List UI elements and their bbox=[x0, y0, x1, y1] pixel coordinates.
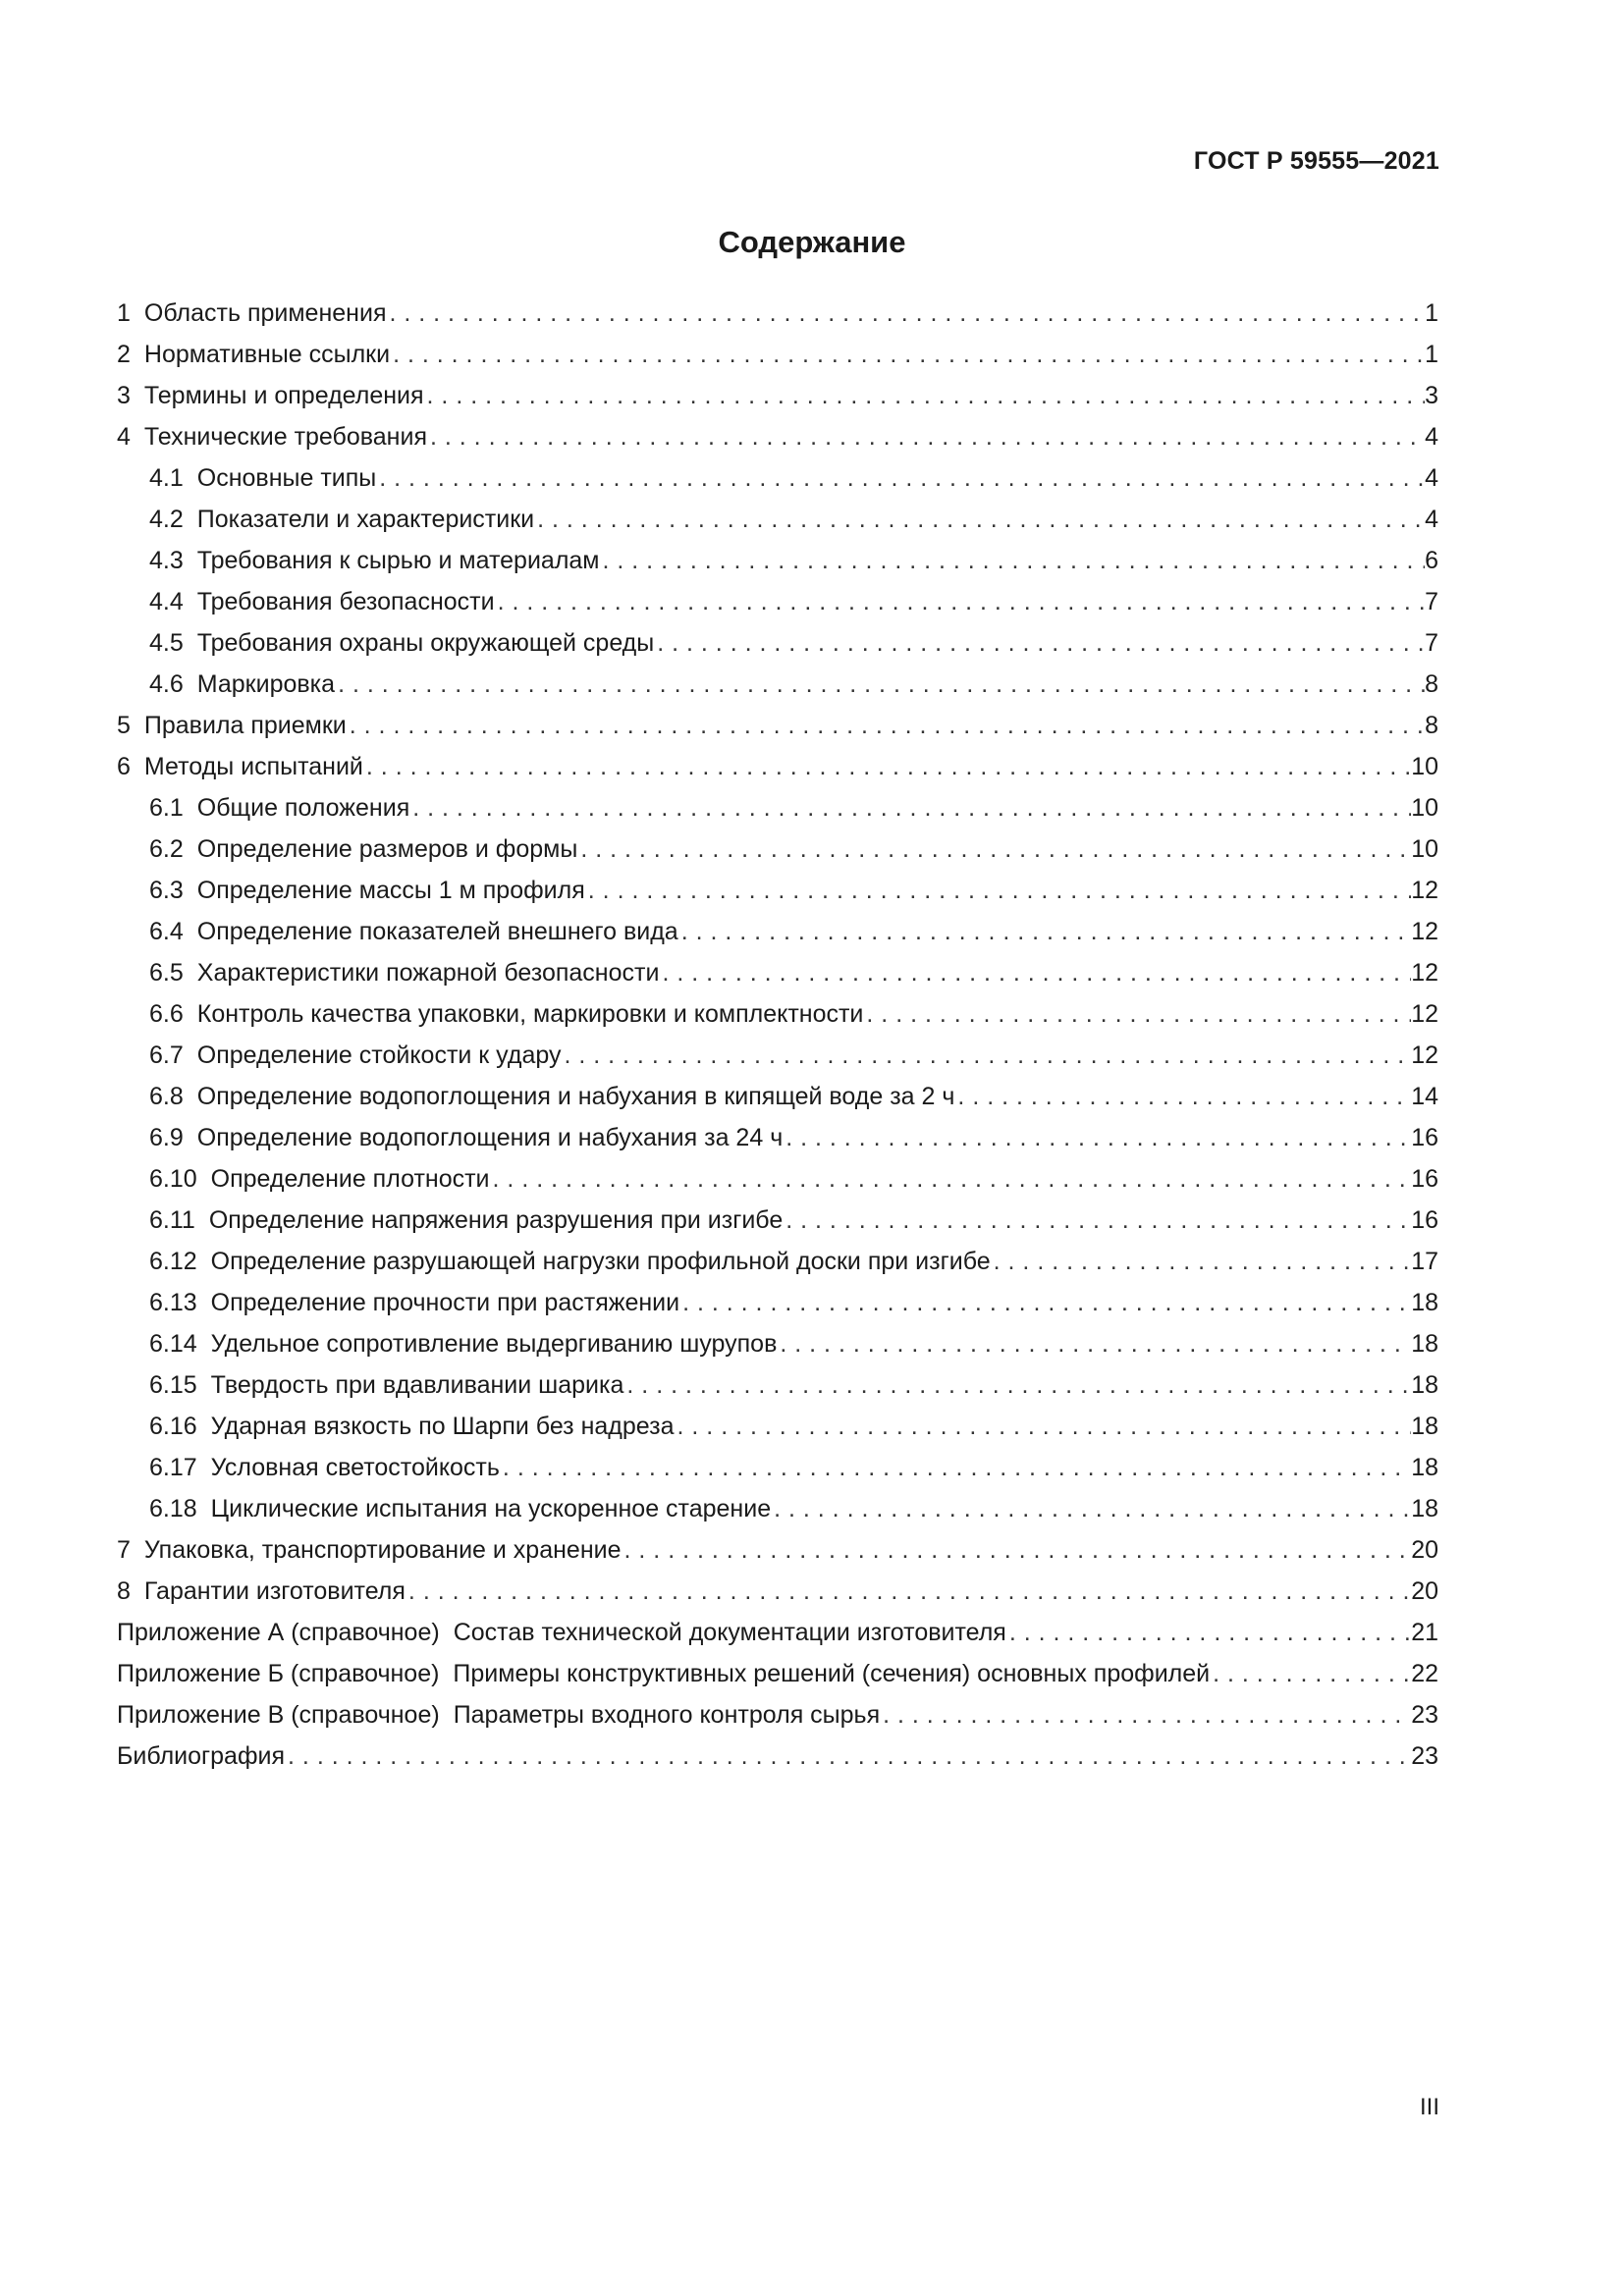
toc-entry-page: 18 bbox=[1411, 1454, 1438, 1481]
toc-entry-title: Правила приемки bbox=[143, 712, 347, 739]
toc-dot-leader bbox=[880, 1694, 1411, 1735]
toc-dot-leader bbox=[771, 1488, 1411, 1529]
toc-entry[interactable] bbox=[117, 622, 1438, 664]
toc-entry-number: 6.1 bbox=[149, 794, 184, 822]
toc-entry[interactable] bbox=[117, 581, 1438, 622]
toc-entry-page: 7 bbox=[1425, 588, 1438, 615]
toc-entry-number: 6.18 bbox=[149, 1495, 197, 1522]
toc-entry-page: 20 bbox=[1411, 1536, 1438, 1564]
toc-dot-leader bbox=[1210, 1653, 1411, 1694]
toc-entry-number: 7 bbox=[117, 1536, 131, 1564]
toc-entry[interactable] bbox=[117, 746, 1438, 787]
toc-entry-page: 3 bbox=[1425, 382, 1438, 409]
toc-entry-number: 6.3 bbox=[149, 877, 184, 904]
toc-dot-leader bbox=[376, 457, 1425, 499]
toc-dot-leader bbox=[678, 911, 1411, 952]
toc-dot-leader bbox=[954, 1076, 1411, 1117]
toc-entry-number: 4.5 bbox=[149, 629, 184, 657]
toc-entry[interactable] bbox=[117, 993, 1438, 1035]
toc-entry-number: Приложение Б (справочное) bbox=[117, 1660, 440, 1687]
toc-dot-leader bbox=[424, 375, 1426, 416]
toc-entry[interactable] bbox=[117, 787, 1438, 828]
toc-entry-title: Область применения bbox=[143, 299, 387, 327]
toc-dot-leader bbox=[427, 416, 1425, 457]
toc-entry[interactable] bbox=[117, 1282, 1438, 1323]
toc-entry-title: Состав технической документации изготовителя bbox=[453, 1619, 1006, 1646]
toc-entry-number: 6.15 bbox=[149, 1371, 197, 1399]
toc-entry-number: 4.2 bbox=[149, 506, 184, 533]
toc-entry-page: 16 bbox=[1411, 1165, 1438, 1193]
toc-entry-number: 6 bbox=[117, 753, 131, 780]
toc-entry-number: 4.3 bbox=[149, 547, 184, 574]
toc-entry-page: 10 bbox=[1411, 753, 1438, 780]
toc-entry[interactable] bbox=[117, 1364, 1438, 1406]
toc-entry-number: 6.10 bbox=[149, 1165, 197, 1193]
toc-dot-leader bbox=[622, 1529, 1412, 1571]
toc-entry[interactable] bbox=[117, 540, 1438, 581]
toc-entry-page: 12 bbox=[1411, 959, 1438, 987]
toc-entry-page: 18 bbox=[1411, 1495, 1438, 1522]
toc-entry-page: 18 bbox=[1411, 1371, 1438, 1399]
toc-dot-leader bbox=[777, 1323, 1411, 1364]
toc-entry[interactable] bbox=[117, 828, 1438, 870]
toc-entry-number: 2 bbox=[117, 341, 131, 368]
toc-entry-page: 8 bbox=[1425, 670, 1438, 698]
toc-entry[interactable] bbox=[117, 1035, 1438, 1076]
toc-entry-title: Методы испытаний bbox=[143, 753, 363, 780]
toc-entry-title: Определение массы 1 м профиля bbox=[196, 877, 585, 904]
toc-entry-page: 17 bbox=[1411, 1248, 1438, 1275]
toc-entry[interactable] bbox=[117, 499, 1438, 540]
toc-entry-title: Ударная вязкость по Шарпи без надреза bbox=[210, 1413, 675, 1440]
toc-entry[interactable] bbox=[117, 1241, 1438, 1282]
toc-dot-leader bbox=[783, 1117, 1411, 1158]
toc-entry-page: 18 bbox=[1411, 1289, 1438, 1316]
toc-entry-title: Гарантии изготовителя bbox=[143, 1577, 406, 1605]
toc-entry-page: 10 bbox=[1411, 835, 1438, 863]
toc-title: Содержание bbox=[718, 225, 906, 259]
toc-dot-leader bbox=[654, 622, 1425, 664]
toc-entry-number: 6.2 bbox=[149, 835, 184, 863]
toc-entry[interactable] bbox=[117, 1447, 1438, 1488]
toc-dot-leader bbox=[409, 787, 1411, 828]
document-id: ГОСТ Р 59555—2021 bbox=[1193, 147, 1439, 175]
toc-entry-title: Определение водопоглощения и набухания в кипящей воде за 2 ч bbox=[196, 1083, 955, 1110]
toc-entry[interactable] bbox=[117, 1076, 1438, 1117]
page-number: III bbox=[1419, 2094, 1439, 2120]
toc-entry-title: Требования охраны окружающей среды bbox=[196, 629, 655, 657]
toc-entry-number: 6.16 bbox=[149, 1413, 197, 1440]
toc-entry-page: 10 bbox=[1411, 794, 1438, 822]
toc-entry-page: 18 bbox=[1411, 1330, 1438, 1358]
toc-dot-leader bbox=[285, 1735, 1411, 1777]
toc-entry-title: Условная светостойкость bbox=[210, 1454, 500, 1481]
toc-entry-title: Циклические испытания на ускоренное старение bbox=[210, 1495, 772, 1522]
toc-entry-page: 8 bbox=[1425, 712, 1438, 739]
toc-entry-title: Характеристики пожарной безопасности bbox=[196, 959, 660, 987]
toc-entry[interactable] bbox=[117, 457, 1438, 499]
toc-entry-number: 5 bbox=[117, 712, 131, 739]
toc-entry-title: Определение разрушающей нагрузки профильной доски при изгибе bbox=[210, 1248, 991, 1275]
toc-dot-leader bbox=[679, 1282, 1411, 1323]
toc-dot-leader bbox=[490, 1158, 1412, 1200]
toc-entry-title: Параметры входного контроля сырья bbox=[453, 1701, 881, 1729]
toc-entry-page: 21 bbox=[1411, 1619, 1438, 1646]
toc-entry-number: Приложение А (справочное) bbox=[117, 1619, 440, 1646]
toc-entry-title: Твердость при вдавливании шарика bbox=[210, 1371, 624, 1399]
toc-entry-number: 6.5 bbox=[149, 959, 184, 987]
toc-entry-title: Определение прочности при растяжении bbox=[210, 1289, 680, 1316]
toc-entry[interactable] bbox=[117, 1200, 1438, 1241]
toc-dot-leader bbox=[1006, 1612, 1411, 1653]
toc-entry-title: Термины и определения bbox=[143, 382, 424, 409]
toc-dot-leader bbox=[600, 540, 1426, 581]
toc-entry[interactable] bbox=[117, 1612, 1438, 1653]
toc-dot-leader bbox=[406, 1571, 1411, 1612]
toc-entry-page: 12 bbox=[1411, 1041, 1438, 1069]
toc-entry-page: 16 bbox=[1411, 1124, 1438, 1151]
toc-entry-number: 6.7 bbox=[149, 1041, 184, 1069]
toc-dot-leader bbox=[390, 334, 1425, 375]
toc-entry-number: 6.6 bbox=[149, 1000, 184, 1028]
toc-entry-number: 6.4 bbox=[149, 918, 184, 945]
toc-dot-leader bbox=[561, 1035, 1411, 1076]
toc-entry-number: 6.13 bbox=[149, 1289, 197, 1316]
toc-entry-title: Определение размеров и формы bbox=[196, 835, 578, 863]
toc-entry[interactable] bbox=[117, 952, 1438, 993]
toc-dot-leader bbox=[534, 499, 1425, 540]
toc-entry-title: Общие положения bbox=[196, 794, 410, 822]
table-of-contents bbox=[117, 293, 1438, 1777]
toc-entry-title: Определение напряжения разрушения при изгибе bbox=[208, 1206, 784, 1234]
toc-entry-title: Нормативные ссылки bbox=[143, 341, 391, 368]
toc-entry[interactable] bbox=[117, 664, 1438, 705]
toc-entry[interactable] bbox=[117, 1488, 1438, 1529]
toc-dot-leader bbox=[577, 828, 1411, 870]
toc-entry-page: 7 bbox=[1425, 629, 1438, 657]
toc-entry-page: 22 bbox=[1411, 1660, 1438, 1687]
toc-entry-number: 6.8 bbox=[149, 1083, 184, 1110]
toc-dot-leader bbox=[863, 993, 1411, 1035]
toc-entry[interactable] bbox=[117, 870, 1438, 911]
toc-entry-title: Упаковка, транспортирование и хранение bbox=[143, 1536, 622, 1564]
toc-entry[interactable] bbox=[117, 1529, 1438, 1571]
toc-entry[interactable] bbox=[117, 1653, 1438, 1694]
toc-entry-number: 4.1 bbox=[149, 464, 184, 492]
toc-entry-page: 4 bbox=[1425, 506, 1438, 533]
toc-entry-page: 23 bbox=[1411, 1742, 1438, 1770]
toc-entry[interactable] bbox=[117, 705, 1438, 746]
toc-entry[interactable] bbox=[117, 1323, 1438, 1364]
toc-entry-number: 4 bbox=[117, 423, 131, 451]
toc-entry-title: Примеры конструктивных решений (сечения) основных профилей bbox=[453, 1660, 1211, 1687]
toc-entry[interactable] bbox=[117, 1406, 1438, 1447]
toc-entry-title: Библиография bbox=[117, 1742, 286, 1770]
toc-entry-number: 1 bbox=[117, 299, 131, 327]
toc-entry-number: Приложение В (справочное) bbox=[117, 1701, 440, 1729]
toc-dot-leader bbox=[659, 952, 1411, 993]
toc-entry[interactable] bbox=[117, 1694, 1438, 1735]
toc-entry-page: 6 bbox=[1425, 547, 1438, 574]
toc-entry-title: Основные типы bbox=[196, 464, 377, 492]
toc-entry-title: Контроль качества упаковки, маркировки и комплектности bbox=[196, 1000, 864, 1028]
toc-dot-leader bbox=[623, 1364, 1411, 1406]
toc-entry-page: 4 bbox=[1425, 464, 1438, 492]
toc-entry-number: 6.9 bbox=[149, 1124, 184, 1151]
toc-entry-title: Требования к сырью и материалам bbox=[196, 547, 600, 574]
toc-entry-page: 14 bbox=[1411, 1083, 1438, 1110]
toc-entry-number: 4.6 bbox=[149, 670, 184, 698]
toc-entry-page: 12 bbox=[1411, 877, 1438, 904]
toc-dot-leader bbox=[783, 1200, 1411, 1241]
toc-entry-title: Удельное сопротивление выдергиванию шурупов bbox=[210, 1330, 778, 1358]
toc-entry-page: 12 bbox=[1411, 918, 1438, 945]
toc-entry-number: 6.11 bbox=[149, 1206, 195, 1234]
toc-entry-number: 6.17 bbox=[149, 1454, 197, 1481]
toc-entry-number: 8 bbox=[117, 1577, 131, 1605]
toc-entry-title: Определение стойкости к удару bbox=[196, 1041, 562, 1069]
toc-entry[interactable] bbox=[117, 911, 1438, 952]
toc-dot-leader bbox=[495, 581, 1426, 622]
toc-entry-page: 23 bbox=[1411, 1701, 1438, 1729]
toc-dot-leader bbox=[991, 1241, 1412, 1282]
toc-entry[interactable] bbox=[117, 375, 1438, 416]
toc-entry-title: Технические требования bbox=[143, 423, 427, 451]
toc-dot-leader bbox=[585, 870, 1411, 911]
toc-dot-leader bbox=[675, 1406, 1412, 1447]
toc-entry-title: Определение показателей внешнего вида bbox=[196, 918, 678, 945]
toc-entry-page: 16 bbox=[1411, 1206, 1438, 1234]
toc-entry-title: Определение плотности bbox=[210, 1165, 490, 1193]
toc-entry-title: Маркировка bbox=[196, 670, 336, 698]
toc-entry[interactable] bbox=[117, 416, 1438, 457]
toc-entry-title: Требования безопасности bbox=[196, 588, 495, 615]
toc-entry[interactable] bbox=[117, 1117, 1438, 1158]
toc-dot-leader bbox=[386, 293, 1425, 334]
toc-entry-number: 3 bbox=[117, 382, 131, 409]
toc-dot-leader bbox=[363, 746, 1411, 787]
toc-entry[interactable] bbox=[117, 1571, 1438, 1612]
toc-dot-leader bbox=[335, 664, 1425, 705]
toc-entry[interactable] bbox=[117, 334, 1438, 375]
toc-dot-leader bbox=[347, 705, 1425, 746]
toc-entry[interactable] bbox=[117, 1735, 1438, 1777]
toc-entry-page: 20 bbox=[1411, 1577, 1438, 1605]
toc-entry-page: 4 bbox=[1425, 423, 1438, 451]
toc-entry-number: 6.12 bbox=[149, 1248, 197, 1275]
toc-entry[interactable] bbox=[117, 293, 1438, 334]
toc-entry-page: 12 bbox=[1411, 1000, 1438, 1028]
toc-dot-leader bbox=[500, 1447, 1411, 1488]
toc-entry-title: Определение водопоглощения и набухания за 24 ч bbox=[196, 1124, 784, 1151]
toc-entry-page: 1 bbox=[1425, 341, 1438, 368]
toc-entry-page: 18 bbox=[1411, 1413, 1438, 1440]
toc-entry-number: 6.14 bbox=[149, 1330, 197, 1358]
toc-entry-title: Показатели и характеристики bbox=[196, 506, 535, 533]
toc-entry-page: 1 bbox=[1425, 299, 1438, 327]
toc-entry-number: 4.4 bbox=[149, 588, 184, 615]
toc-entry[interactable] bbox=[117, 1158, 1438, 1200]
